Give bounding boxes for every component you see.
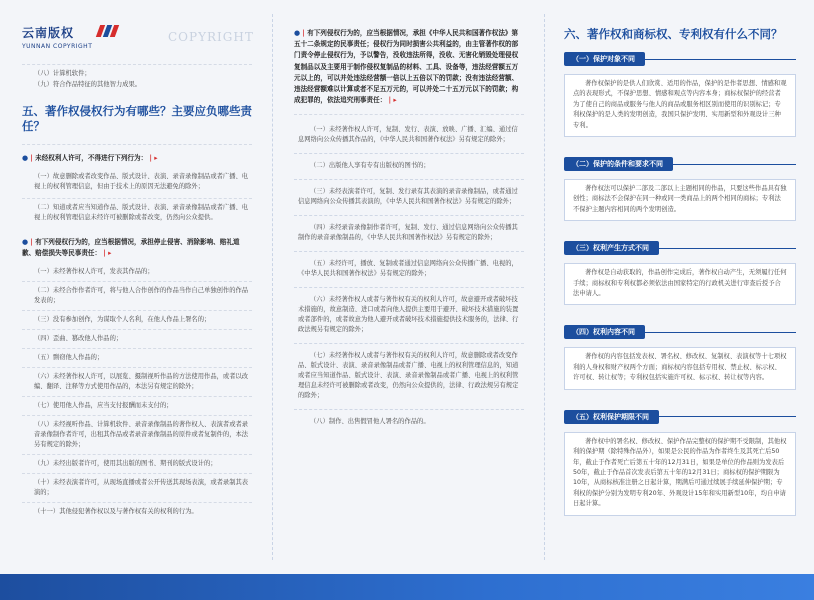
- arrow-icon: ▸: [108, 249, 112, 257]
- divider: [22, 329, 252, 330]
- divider: [294, 179, 524, 180]
- divider: [22, 454, 252, 455]
- subsection-label: （二）保护的条件和要求不同: [564, 157, 673, 171]
- list-item: （二）知道或者应当知道作品、版式设计、表演、录音录像制品或者广播、电视上的权利管理信息未经许可被删除或者改变，仍然向公众提供。: [34, 204, 249, 221]
- subsection-heading: [564, 325, 796, 339]
- subsection-heading: [564, 52, 796, 66]
- list-item: （十）未经表演者许可，从现场直播或者公开传送其现场表演，或者录制其表演的；: [34, 479, 249, 496]
- divider: [22, 415, 252, 416]
- list-item: （九）符合作品特征的其他智力成果。: [34, 80, 142, 88]
- list-item: （四）未经录音录像制作者许可，复制、发行、通过信息网络向公众传播其制作的录音录像制品的，《中华人民共和国著作权法》另有规定的除外；: [298, 224, 518, 242]
- divider: [22, 64, 252, 65]
- lead-text: 有下列侵权行为的，应当根据情况，承担《中华人民共和国著作权法》第五十二条规定的民事责任；侵权行为同时损害公共利益的，由主管著作权的部门责令停止侵权行为，予以警告，没收违法所得，没收、无害化销毁处理侵权复制品以及主要用于制作侵权复制品的材料、工具、设备等，违法经营额五万元以上的，可以并处违法经营额一倍以上五倍以下的罚款；没有违法经营额、违法经营额难以计算或者不足五万元的，可以并处二十五万元以下的罚款；构成犯罪的，依法追究刑事责任：: [294, 29, 519, 105]
- list-item: （一）未经著作权人许可，复制、发行、表演、放映、广播、汇编、通过信息网络向公众传播其作品的，《中华人民共和国著作权法》另有规定的除外；: [298, 126, 518, 144]
- brand-logo-icon: [96, 25, 118, 37]
- subsection-body: [564, 432, 796, 516]
- heading-rule: [659, 248, 796, 249]
- divider: [22, 367, 252, 368]
- divider: [22, 348, 252, 349]
- list-item: （二）未经合作作者许可，将与他人合作创作的作品当作自己单独创作的作品发表的；: [34, 287, 249, 304]
- subsection-label: （三）权利产生方式不同: [564, 241, 659, 255]
- list-item: （八）计算机软件；: [34, 70, 91, 77]
- subsection-label: （五）权利保护期限不同: [564, 410, 659, 424]
- list-item: （六）未经著作权人或者与著作权有关的权利人许可，故意避开或者破坏技术措施的，故意制造、进口或者向他人提供主要用于避开、破坏技术措施的装置或者部件的，或者故意为他人避开或者破坏技术措施提供技术服务的，法律、行政法规另有规定的除外；: [298, 296, 519, 334]
- divider: [22, 396, 252, 397]
- list-item: （四）歪曲、篡改他人作品的；: [34, 335, 123, 342]
- column-right: [544, 0, 814, 574]
- bullet-icon: ●: [22, 238, 29, 246]
- divider: [294, 215, 524, 216]
- divider: [22, 310, 252, 311]
- body-text: 著作权法可以保护二部及二部以上主题相同的作品，只要这些作品具有独创性；商标法不会保护在同一种或同一类商品上的两个相同的商标；专利法不保护主题内容相同的两个发明创造。: [573, 185, 787, 213]
- footer-band: [0, 574, 814, 600]
- list-item: （六）未经著作权人许可，以展览、摄制视听作品的方法使用作品，或者以改编、翻译、注释等方式使用作品的，本法另有规定的除外；: [34, 373, 249, 390]
- brand-name: 云南版权: [22, 26, 75, 40]
- body-text: 著作权保护的是供人们欣赏、适用的作品，保护的是作者思想、情感和观点的表现形式，不保护思想、情感和观点等内容本身；商标权保护的经营者为了使自己的商品或服务与他人的商品或服务相区别而使用的识别标记；专利权保护的是人类的发明创造，我国只保护发明、实用新型和外观设计三种专利。: [573, 80, 787, 129]
- bar-icon: |: [149, 154, 152, 162]
- divider: [294, 409, 524, 410]
- subsection-body: [564, 179, 796, 221]
- list-item: （三）没有参加创作，为谋取个人名利，在他人作品上署名的；: [34, 316, 211, 323]
- lead-text: 未经权利人许可，不得进行下列行为：: [35, 154, 148, 162]
- lead-paragraph-2: [22, 237, 252, 259]
- divider: [294, 287, 524, 288]
- list-item: （二）出版他人享有专有出版权的图书的；: [310, 162, 430, 170]
- divider: [294, 114, 524, 115]
- heading-rule: [645, 332, 796, 333]
- divider: [22, 144, 252, 145]
- divider: [294, 251, 524, 252]
- arrow-icon: ▸: [393, 96, 397, 105]
- divider: [294, 153, 524, 154]
- section-title-5: 五、著作权侵权行为有哪些？主要应负哪些责任？: [22, 104, 252, 133]
- lead-paragraph: [294, 28, 524, 106]
- list-item: （八）未经视听作品、计算机软件、录音录像制品的著作权人、表演者或者录音录像制作者许可，出租其作品或者录音录像制品的原件或者复制件的，本法另有规定的除外；: [34, 421, 249, 448]
- bullet-icon: ●: [294, 29, 301, 37]
- list-item: （一）故意删除或者改变作品、版式设计、表演、录音录像制品或者广播、电视上的权利管理信息，但由于技术上的原因无法避免的除外；: [34, 173, 249, 190]
- divider: [22, 198, 252, 199]
- heading-rule: [673, 164, 796, 165]
- divider: [294, 343, 524, 344]
- divider: [22, 281, 252, 282]
- subsection-heading: [564, 241, 796, 255]
- divider: [22, 473, 252, 474]
- divider: [22, 502, 252, 503]
- list-item: （五）剽窃他人作品的；: [34, 354, 104, 361]
- bullet-icon: ●: [22, 154, 29, 162]
- subsection-body: [564, 263, 796, 305]
- column-left: [0, 0, 272, 574]
- bar-icon: |: [30, 238, 33, 246]
- copyright-watermark: COPYRIGHT: [168, 30, 254, 44]
- list-item: （十一）其他侵犯著作权以及与著作权有关的权利的行为。: [34, 508, 198, 515]
- list-item: （五）未经许可，播放、复制或者通过信息网络向公众传播广播、电视的，《中华人民共和国著作权法》另有规定的除外；: [298, 260, 518, 278]
- lead-paragraph-1: [22, 153, 252, 164]
- top-list: [22, 69, 252, 90]
- subsection-heading: [564, 410, 796, 424]
- subsection-body: [564, 347, 796, 389]
- list-item: （七）未经著作权人或者与著作权有关的权利人许可，故意删除或者改变作品、版式设计、表演、录音录像制品或者广播、电视上的权利管理信息的，知道或者应当知道作品、版式设计、表演、录音录像制品或者广播、电视上的权利管理信息未经许可被删除或者改变，仍然向公众提供的，法律、行政法规另有规定的除外；: [298, 352, 519, 400]
- section-title-6: 六、著作权和商标权、专利权有什么不同？: [564, 27, 783, 41]
- body-text: 著作权中的署名权、修改权、保护作品完整权的保护期不受限制，其他权利的保护期（除特殊作品外），如果是公民的作品为作者终生及其死亡后50年，截止于作者死亡后第五十年的12月31日，如果是单位的作品则为发表后50年，截止于作品首次发表后第五十年的12月31日；商标权的保护期限为10年，从商标核准注册之日起计算，期满后可通过续展手续延伸保护期；专利权的保护分别为发明专利20年、外观设计15年和实用新型10年，均自申请日起计算。: [573, 437, 787, 508]
- arrow-icon: ▸: [154, 154, 158, 162]
- list-item: （九）未经出版者许可，使用其出版的图书、期刊的版式设计的；: [34, 460, 217, 467]
- list-item: （一）未经著作权人许可，发表其作品的；: [34, 268, 154, 275]
- list-item: （三）未经表演者许可，复制、发行录有其表演的录音录像制品，或者通过信息网络向公众传播其表演的，《中华人民共和国著作权法》另有规定的除外；: [298, 188, 518, 206]
- heading-rule: [645, 59, 796, 60]
- subsection-label: （一）保护对象不同: [564, 52, 645, 66]
- bar-icon: |: [30, 154, 33, 162]
- subsection-label: （四）权利内容不同: [564, 325, 645, 339]
- bar-icon: |: [302, 29, 305, 37]
- body-text: 著作权是自动获取的，作品创作完成后，著作权自动产生，无须履行任何手续；商标权和专利权都必须依法由国家特定的行政机关进行审查后授予合法申请人。: [573, 269, 787, 298]
- list-item: （七）使用他人作品，应当支付报酬而未支付的；: [34, 402, 173, 409]
- subsection-body: [564, 74, 796, 137]
- brand-english-name: YUNNAN COPYRIGHT: [22, 43, 93, 50]
- subsection-heading: [564, 157, 796, 171]
- column-middle: [272, 0, 544, 574]
- body-text: 著作权的内容包括发表权、署名权、修改权、复制权、表演权等十七项权利的人身权和财产权两个方面；商标权内容包括专用权、禁止权、标示权、许可权、转让权等；专利权包括实施许可权、标示权、转让权等内容。: [573, 353, 787, 382]
- bar-icon: |: [388, 96, 392, 105]
- list-item: （八）制作、出售假冒他人署名的作品的。: [310, 418, 430, 426]
- lead-text: 有下列侵权行为的，应当根据情况，承担停止侵害、消除影响、赔礼道歉、赔偿损失等民事责任：: [22, 238, 240, 257]
- heading-rule: [659, 416, 796, 417]
- bar-icon: |: [103, 249, 106, 257]
